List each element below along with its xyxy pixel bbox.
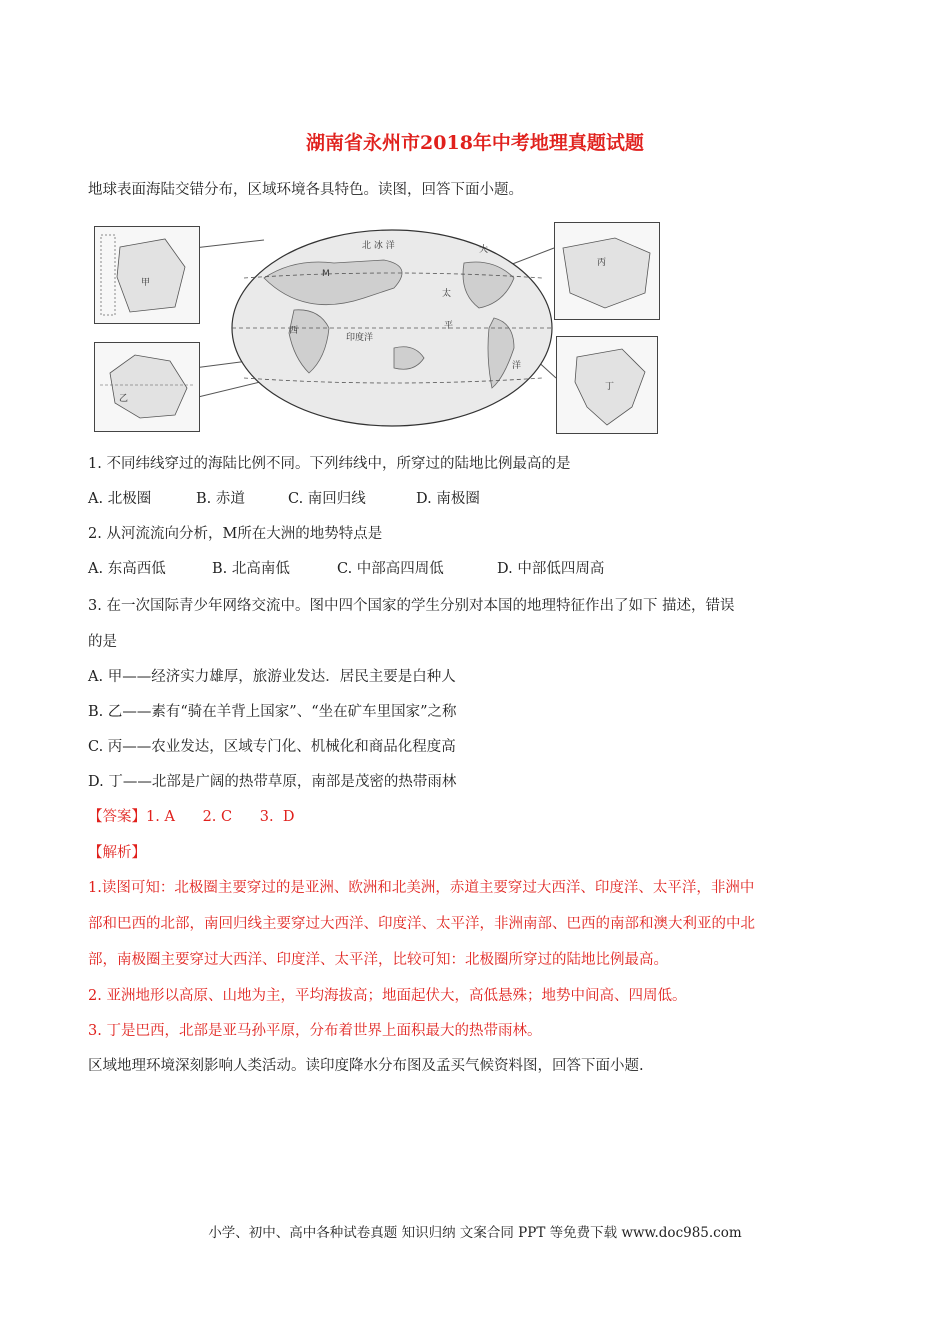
page-title: 湖南省永州市2018年中考地理真题试题 bbox=[306, 132, 644, 154]
label-yi: 乙 bbox=[119, 394, 129, 404]
label-indian-ocean: 印度洋 bbox=[346, 333, 374, 343]
question-3-stem-line-2: 的是 bbox=[88, 634, 117, 650]
inset-map-bing bbox=[554, 222, 660, 320]
label-pacific-2: 平 bbox=[444, 321, 454, 331]
q3-option-b: B. 乙——素有“骑在羊背上国家”、“坐在矿车里国家”之称 bbox=[88, 704, 457, 720]
analysis-line-2: 部和巴西的北部，南回归线主要穿过大西洋、印度洋、太平洋，非洲南部、巴西的南部和澳大利亚的中北 bbox=[88, 916, 755, 932]
label-bing: 丙 bbox=[597, 258, 607, 268]
q1-option-c: C. 南回归线 bbox=[288, 491, 366, 507]
q3-option-c: C. 丙——农业发达，区域专门化、机械化和商品化程度高 bbox=[88, 739, 456, 755]
analysis-label: 【解析】 bbox=[88, 845, 146, 861]
inset-ding-svg bbox=[557, 337, 657, 433]
label-pacific-3: 洋 bbox=[512, 361, 522, 371]
q3-option-d: D. 丁——北部是广阔的热带草原，南部是茂密的热帯雨林 bbox=[88, 774, 457, 790]
answer-text: 1. A 2. C 3. D bbox=[146, 809, 295, 825]
label-pacific-1: 太 bbox=[442, 289, 452, 299]
inset-map-jia bbox=[94, 226, 200, 324]
inset-bing-svg bbox=[555, 223, 659, 319]
q1-option-a: A. 北极圈 bbox=[88, 491, 152, 507]
inset-jia-svg bbox=[95, 227, 199, 323]
q1-option-b: B. 赤道 bbox=[196, 491, 245, 507]
inset-yi-svg bbox=[95, 343, 199, 431]
label-arctic-ocean: 北 冰 洋 bbox=[362, 241, 395, 251]
q2-option-c: C. 中部高四周低 bbox=[337, 561, 444, 577]
page-footer: 小学、初中、高中各种试卷真题 知识归纳 文案合同 PPT 等免费下载 www.doc985.com bbox=[208, 1225, 742, 1241]
inset-map-ding bbox=[556, 336, 658, 434]
question-1-stem: 1. 不同纬线穿过的海陆比例不同。下列纬线中，所穿过的陆地比例最高的是 bbox=[88, 456, 571, 472]
q3-option-a: A. 甲——经济实力雄厚，旅游业发达．居民主要是白种人 bbox=[88, 669, 456, 685]
analysis-line-1: 1.读图可知：北极圈主要穿过的是亚洲、欧洲和北美洲，赤道主要穿过大西洋、印度洋、太平洋，非洲中 bbox=[88, 880, 755, 896]
intro-text-2: 区域地理环境深刻影响人类活动。读印度降水分布图及孟买气候资料图，回答下面小题. bbox=[88, 1058, 644, 1074]
analysis-line-4: 2. 亚洲地形以高原、山地为主，平均海拔高；地面起伏大，高低悬殊；地势中间高、四周低。 bbox=[88, 988, 687, 1004]
question-2-options bbox=[88, 559, 604, 579]
question-3-stem-line-1: 3. 在一次国际青少年网络交流中。图中四个国家的学生分别对本国的地理特征作出了如下 描述，错误 bbox=[88, 598, 735, 614]
answer-line bbox=[88, 807, 294, 827]
world-map-figure bbox=[94, 218, 662, 438]
label-atlantic-2: 西 bbox=[289, 326, 299, 336]
label-atlantic: 大 bbox=[479, 245, 489, 255]
q1-option-d: D. 南极圈 bbox=[416, 491, 480, 507]
intro-text-1: 地球表面海陆交错分布，区域环境各具特色。读图，回答下面小题。 bbox=[88, 182, 523, 198]
answer-label: 【答案】 bbox=[88, 809, 146, 825]
question-1-options bbox=[88, 489, 480, 509]
q2-option-b: B. 北高南低 bbox=[212, 561, 290, 577]
label-ding: 丁 bbox=[605, 382, 615, 392]
inset-map-yi bbox=[94, 342, 200, 432]
q2-option-a: A. 东高西低 bbox=[88, 561, 166, 577]
q2-option-d: D. 中部低四周高 bbox=[497, 561, 605, 577]
label-jia: 甲 bbox=[141, 278, 151, 288]
question-2-stem: 2. 从河流流向分析，M所在大洲的地势特点是 bbox=[88, 526, 383, 542]
analysis-line-3: 部，南极圈主要穿过大西洋、印度洋、太平洋，比较可知：北极圈所穿过的陆地比例最高。 bbox=[88, 952, 668, 968]
label-m: M bbox=[322, 269, 330, 279]
analysis-line-5: 3. 丁是巴西，北部是亚马孙平原，分布着世界上面积最大的热带雨林。 bbox=[88, 1023, 542, 1039]
